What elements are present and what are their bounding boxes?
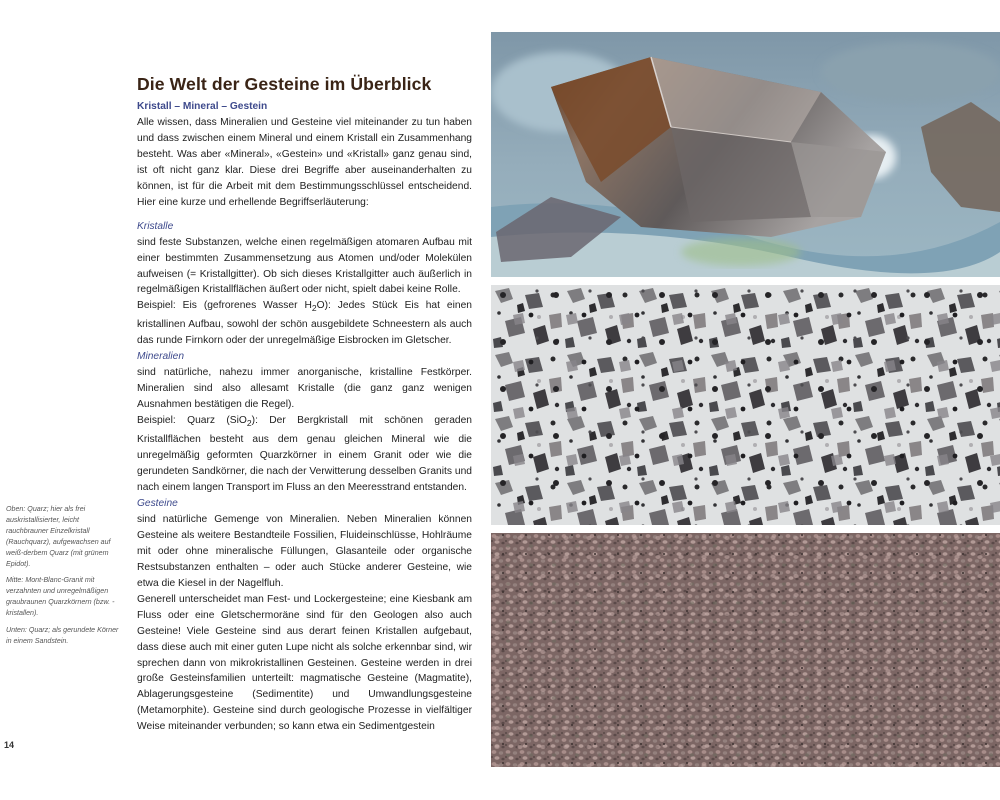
kristalle-example-subscript: 2 xyxy=(311,303,317,314)
intro-paragraph: Alle wissen, dass Mineralien und Gesteine viel miteinander zu tun haben und dass zwischen einem Mineral und einem Kristall ein Zusammenhang besteht. Was aber «Mineral», «Gestein» und «Kristall» ganz genau sind, ist oft nicht ganz klar. Diese drei Begriffe aber auseinanderhalten zu können, ist für die Arbeit mit dem Bestimmungsschlüssel entscheidend. Hier eine kurze und erhellende Begriffserläuterung: xyxy=(137,116,472,208)
page-number: 14 xyxy=(4,740,15,750)
kristalle-definition: sind feste Substanzen, welche einen regelmäßigen atomaren Aufbau mit einer bestimmten Zusammensetzung aus Atomen und/oder Molekülen aufweisen (= Kristallgitter). Ob sich dieses Kristallgitter auch äußerlich in regelmäßigen Kristallflächen äußert oder nicht, spielt dabei keine Rolle. xyxy=(137,236,472,296)
quartz-crystal-image xyxy=(491,32,1000,277)
caption-bottom: Unten: Quarz; als gerundete Körner in einem Sandstein. xyxy=(6,626,119,645)
mineralien-example xyxy=(137,413,472,496)
quartz-crystal-photo xyxy=(491,32,1000,277)
gesteine-definition: sind natürliche Gemenge von Mineralien. Neben Mineralien können Gesteine als weitere Bestandteile Fossilien, Fluideinschlüsse, Hohlräume mit oder ohne mineralische Füllungen, Glasanteile oder organische Restsubstanzen enthalten – oder auch Stücke anderer Gesteine, wie etwa die Kiesel in der Nagelfluh. xyxy=(137,513,472,589)
kristalle-example-start: Beispiel: Eis (gefrorenes Wasser H xyxy=(137,300,312,312)
mineralien-example-start: Beispiel: Quarz (SiO xyxy=(137,415,247,427)
page-title: Die Welt der Gesteine im Überblick xyxy=(137,73,432,94)
mineralien-example-subscript: 2 xyxy=(246,418,252,429)
kristalle-heading: Kristalle xyxy=(137,220,174,232)
mineralien-heading: Mineralien xyxy=(137,351,184,363)
caption-middle: Mitte: Mont-Blanc-Granit mit verzahnten und unregelmäßigen graubraunen Quarzkörnern (bzw. -kristallen). xyxy=(6,576,115,618)
kristalle-example xyxy=(137,298,472,349)
gesteine-heading: Gesteine xyxy=(137,497,178,509)
caption-top: Oben: Quarz; hier als frei auskristallisierter, leicht rauchbrauner Einzelkristall (Rauchquarz), aufgewachsen auf weiß-derbem Quarz (mit grünem Epidot). xyxy=(6,505,111,568)
mineralien-definition: sind natürliche, nahezu immer anorganische, kristalline Festkörper. Mineralien sind also allesamt Kristalle (die ganz ganz wenigen Ausnahmen bestätigen die Regel). xyxy=(137,367,472,411)
main-text-column xyxy=(137,99,472,735)
granite-image xyxy=(491,285,1000,525)
gesteine-paragraph: Generell unterscheidet man Fest- und Lockergesteine; eine Kiesbank am Fluss oder eine Gletschermoräne sind für den Geologen also auch Gesteine! Viele Gesteine sind aus derart feinen Kristallen aufgebaut, dass diese auch mit einer guten Lupe nicht als solche erkennbar sind, wir sprechen dann von mikrokristallinen Gesteinen. Gesteine werden in drei große Gesteinsfamilien unterteilt: magmatische Gesteine (Magmatite), Ablagerungsgesteine (Sedimentite) und Umwandlungsgesteine (Metamorphite). Gesteine sind durch geologische Prozesse in vielfältiger Weise miteinander verbunden; so kann etwa ein Sedimentgestein xyxy=(137,593,472,733)
kristalle-example-end: O): Jedes Stück Eis hat einen kristallinen Aufbau, sowohl der schön ausgebildete Schneestern als auch das runde Firnkorn oder der unregelmäßige Eisbrocken im Gletscher. xyxy=(137,300,472,347)
sandstone-image xyxy=(491,533,1000,767)
photo-captions xyxy=(6,504,120,653)
granite-photo xyxy=(491,285,1000,525)
intro-subheading: Kristall – Mineral – Gestein xyxy=(137,101,268,112)
mineralien-example-end: ): Der Bergkristall mit schönen geraden Kristallflächen besteht aus dem genau gleichen Mineral wie die unregelmäßig geformten Quarzkörner in einem Granit oder wie die gerundeten Sandkörner, die nach der Verwitterung desselben Granits und nach einem langen Transport im Fluss an den Meeresstrand entstanden. xyxy=(137,415,473,494)
sandstone-photo xyxy=(491,533,1000,767)
